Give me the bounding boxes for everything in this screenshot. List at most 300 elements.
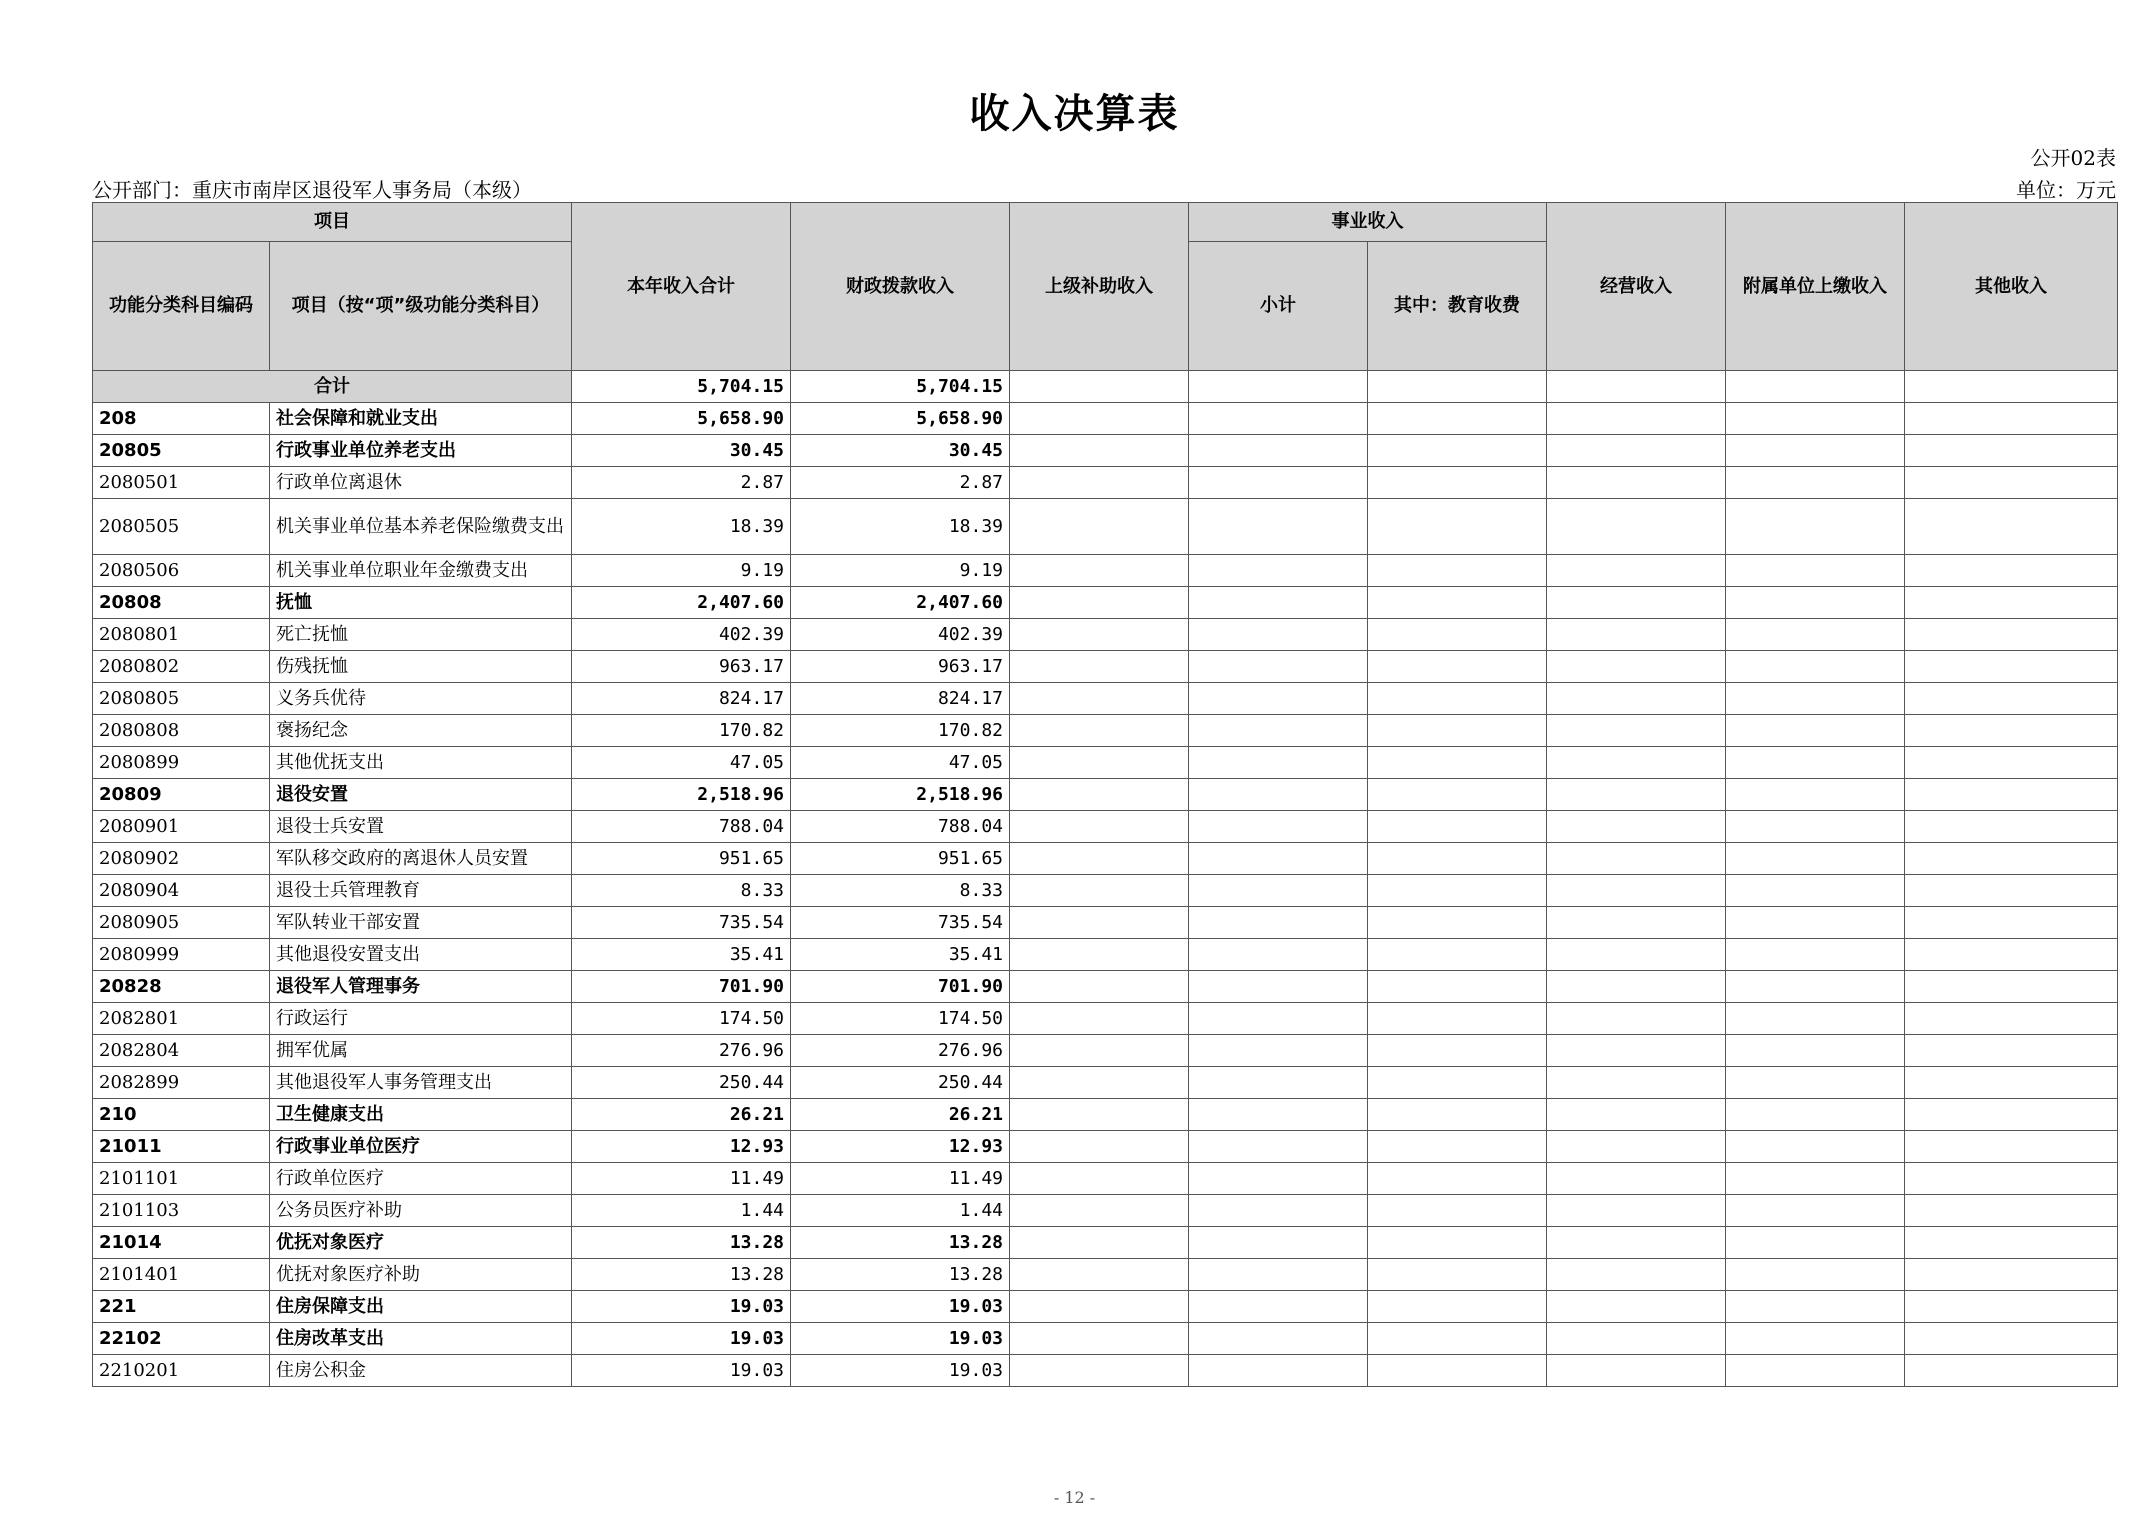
empty-cell	[1189, 403, 1368, 435]
empty-cell	[1010, 907, 1189, 939]
empty-cell	[1189, 907, 1368, 939]
empty-cell	[1547, 1195, 1726, 1227]
empty-cell	[1547, 875, 1726, 907]
empty-cell	[1368, 1323, 1547, 1355]
total-sum: 5,704.15	[572, 371, 791, 403]
empty-cell	[1189, 371, 1368, 403]
table-row	[93, 1131, 2118, 1163]
form-number: 公开02表	[2030, 146, 2116, 170]
empty-cell	[1905, 1323, 2118, 1355]
empty-cell	[1726, 371, 1905, 403]
empty-cell	[1726, 1195, 1905, 1227]
empty-cell	[1368, 651, 1547, 683]
row-code: 2080902	[93, 843, 270, 875]
row-fiscal: 19.03	[791, 1291, 1010, 1323]
empty-cell	[1189, 1131, 1368, 1163]
empty-cell	[1010, 1099, 1189, 1131]
row-code: 21014	[93, 1227, 270, 1259]
empty-cell	[1726, 499, 1905, 555]
empty-cell	[1905, 779, 2118, 811]
empty-cell	[1189, 779, 1368, 811]
table-row	[93, 1323, 2118, 1355]
row-code: 2082804	[93, 1035, 270, 1067]
row-code: 2082801	[93, 1003, 270, 1035]
row-name: 公务员医疗补助	[270, 1195, 572, 1227]
row-code: 2082899	[93, 1067, 270, 1099]
row-code: 2080999	[93, 939, 270, 971]
empty-cell	[1547, 403, 1726, 435]
row-code: 2080904	[93, 875, 270, 907]
row-fiscal: 2,407.60	[791, 587, 1010, 619]
empty-cell	[1726, 1259, 1905, 1291]
header-name: 项目（按“项”级功能分类科目）	[270, 242, 572, 371]
table-row	[93, 467, 2118, 499]
empty-cell	[1010, 811, 1189, 843]
empty-cell	[1189, 1355, 1368, 1387]
row-name: 卫生健康支出	[270, 1099, 572, 1131]
row-code: 2080905	[93, 907, 270, 939]
row-total: 170.82	[572, 715, 791, 747]
unit-label: 单位：万元	[2016, 178, 2116, 202]
empty-cell	[1726, 587, 1905, 619]
row-code: 2080505	[93, 499, 270, 555]
header-superior: 上级补助收入	[1010, 203, 1189, 371]
empty-cell	[1905, 1035, 2118, 1067]
empty-cell	[1726, 875, 1905, 907]
row-name: 退役士兵管理教育	[270, 875, 572, 907]
table-row	[93, 971, 2118, 1003]
row-fiscal: 735.54	[791, 907, 1010, 939]
empty-cell	[1547, 683, 1726, 715]
empty-cell	[1189, 747, 1368, 779]
row-total: 963.17	[572, 651, 791, 683]
empty-cell	[1905, 403, 2118, 435]
row-total: 18.39	[572, 499, 791, 555]
empty-cell	[1726, 683, 1905, 715]
empty-cell	[1368, 555, 1547, 587]
row-fiscal: 35.41	[791, 939, 1010, 971]
empty-cell	[1726, 715, 1905, 747]
row-total: 2,518.96	[572, 779, 791, 811]
row-fiscal: 951.65	[791, 843, 1010, 875]
table-row	[93, 1067, 2118, 1099]
empty-cell	[1547, 371, 1726, 403]
row-name: 军队移交政府的离退休人员安置	[270, 843, 572, 875]
empty-cell	[1010, 1259, 1189, 1291]
row-fiscal: 8.33	[791, 875, 1010, 907]
table-row	[93, 1163, 2118, 1195]
total-label: 合计	[93, 371, 572, 403]
row-fiscal: 47.05	[791, 747, 1010, 779]
empty-cell	[1368, 499, 1547, 555]
empty-cell	[1547, 715, 1726, 747]
table-row	[93, 1291, 2118, 1323]
row-name: 住房保障支出	[270, 1291, 572, 1323]
row-code: 20808	[93, 587, 270, 619]
row-total: 26.21	[572, 1099, 791, 1131]
empty-cell	[1726, 1163, 1905, 1195]
empty-cell	[1010, 747, 1189, 779]
row-name: 抚恤	[270, 587, 572, 619]
empty-cell	[1905, 467, 2118, 499]
empty-cell	[1368, 1035, 1547, 1067]
header-affiliate: 附属单位上缴收入	[1726, 203, 1905, 371]
empty-cell	[1726, 1291, 1905, 1323]
empty-cell	[1368, 1291, 1547, 1323]
table-row	[93, 811, 2118, 843]
row-code: 2080801	[93, 619, 270, 651]
empty-cell	[1189, 1099, 1368, 1131]
empty-cell	[1547, 1323, 1726, 1355]
empty-cell	[1368, 1163, 1547, 1195]
header-education: 其中：教育收费	[1368, 242, 1547, 371]
empty-cell	[1905, 371, 2118, 403]
empty-cell	[1010, 1323, 1189, 1355]
empty-cell	[1368, 907, 1547, 939]
empty-cell	[1547, 555, 1726, 587]
row-name: 拥军优属	[270, 1035, 572, 1067]
empty-cell	[1010, 779, 1189, 811]
total-row	[93, 371, 2118, 403]
row-name: 退役士兵安置	[270, 811, 572, 843]
empty-cell	[1189, 715, 1368, 747]
empty-cell	[1010, 555, 1189, 587]
row-code: 2080808	[93, 715, 270, 747]
empty-cell	[1368, 587, 1547, 619]
header-fiscal: 财政拨款收入	[791, 203, 1010, 371]
row-fiscal: 701.90	[791, 971, 1010, 1003]
empty-cell	[1189, 1323, 1368, 1355]
row-fiscal: 276.96	[791, 1035, 1010, 1067]
row-name: 机关事业单位职业年金缴费支出	[270, 555, 572, 587]
table-row	[93, 875, 2118, 907]
empty-cell	[1189, 651, 1368, 683]
empty-cell	[1189, 1259, 1368, 1291]
row-name: 优抚对象医疗	[270, 1227, 572, 1259]
empty-cell	[1368, 843, 1547, 875]
row-code: 22102	[93, 1323, 270, 1355]
row-code: 2210201	[93, 1355, 270, 1387]
empty-cell	[1368, 1227, 1547, 1259]
empty-cell	[1547, 499, 1726, 555]
row-name: 行政单位离退休	[270, 467, 572, 499]
empty-cell	[1547, 1355, 1726, 1387]
row-name: 其他退役军人事务管理支出	[270, 1067, 572, 1099]
empty-cell	[1547, 1259, 1726, 1291]
empty-cell	[1726, 971, 1905, 1003]
empty-cell	[1726, 1323, 1905, 1355]
total-fiscal: 5,704.15	[791, 371, 1010, 403]
row-fiscal: 13.28	[791, 1227, 1010, 1259]
empty-cell	[1010, 619, 1189, 651]
empty-cell	[1010, 939, 1189, 971]
empty-cell	[1726, 403, 1905, 435]
empty-cell	[1547, 971, 1726, 1003]
empty-cell	[1905, 811, 2118, 843]
empty-cell	[1368, 939, 1547, 971]
empty-cell	[1368, 1259, 1547, 1291]
table-row	[93, 1227, 2118, 1259]
row-code: 20828	[93, 971, 270, 1003]
row-total: 402.39	[572, 619, 791, 651]
empty-cell	[1010, 1355, 1189, 1387]
row-fiscal: 5,658.90	[791, 403, 1010, 435]
income-table	[92, 202, 2118, 1387]
table-row	[93, 587, 2118, 619]
row-fiscal: 19.03	[791, 1355, 1010, 1387]
empty-cell	[1905, 1355, 2118, 1387]
page-number: - 12 -	[1053, 1488, 1096, 1507]
empty-cell	[1010, 1163, 1189, 1195]
row-fiscal: 174.50	[791, 1003, 1010, 1035]
row-name: 军队转业干部安置	[270, 907, 572, 939]
row-total: 9.19	[572, 555, 791, 587]
row-name: 住房公积金	[270, 1355, 572, 1387]
empty-cell	[1726, 1227, 1905, 1259]
row-total: 788.04	[572, 811, 791, 843]
row-total: 1.44	[572, 1195, 791, 1227]
table-row	[93, 779, 2118, 811]
empty-cell	[1726, 747, 1905, 779]
row-fiscal: 13.28	[791, 1259, 1010, 1291]
row-code: 21011	[93, 1131, 270, 1163]
empty-cell	[1547, 1163, 1726, 1195]
table-row	[93, 1035, 2118, 1067]
empty-cell	[1010, 971, 1189, 1003]
table-row	[93, 651, 2118, 683]
header-code: 功能分类科目编码	[93, 242, 270, 371]
empty-cell	[1010, 1291, 1189, 1323]
row-fiscal: 2,518.96	[791, 779, 1010, 811]
empty-cell	[1726, 1355, 1905, 1387]
row-total: 19.03	[572, 1323, 791, 1355]
row-code: 2101101	[93, 1163, 270, 1195]
row-fiscal: 402.39	[791, 619, 1010, 651]
empty-cell	[1547, 1131, 1726, 1163]
empty-cell	[1010, 715, 1189, 747]
table-row	[93, 939, 2118, 971]
empty-cell	[1368, 811, 1547, 843]
row-fiscal: 170.82	[791, 715, 1010, 747]
empty-cell	[1189, 587, 1368, 619]
empty-cell	[1905, 1227, 2118, 1259]
table-row	[93, 619, 2118, 651]
empty-cell	[1905, 1195, 2118, 1227]
table-row	[93, 1259, 2118, 1291]
row-total: 19.03	[572, 1291, 791, 1323]
empty-cell	[1368, 875, 1547, 907]
empty-cell	[1010, 435, 1189, 467]
empty-cell	[1368, 779, 1547, 811]
row-total: 12.93	[572, 1131, 791, 1163]
empty-cell	[1368, 371, 1547, 403]
row-total: 735.54	[572, 907, 791, 939]
header-operating: 经营收入	[1547, 203, 1726, 371]
empty-cell	[1726, 939, 1905, 971]
empty-cell	[1189, 971, 1368, 1003]
empty-cell	[1189, 1067, 1368, 1099]
empty-cell	[1189, 467, 1368, 499]
empty-cell	[1547, 1067, 1726, 1099]
empty-cell	[1010, 403, 1189, 435]
empty-cell	[1726, 1067, 1905, 1099]
empty-cell	[1368, 1067, 1547, 1099]
empty-cell	[1905, 683, 2118, 715]
empty-cell	[1189, 843, 1368, 875]
empty-cell	[1726, 811, 1905, 843]
empty-cell	[1010, 499, 1189, 555]
row-total: 174.50	[572, 1003, 791, 1035]
empty-cell	[1547, 587, 1726, 619]
empty-cell	[1905, 843, 2118, 875]
table-row	[93, 1003, 2118, 1035]
row-code: 2080501	[93, 467, 270, 499]
empty-cell	[1368, 1195, 1547, 1227]
row-total: 824.17	[572, 683, 791, 715]
empty-cell	[1547, 619, 1726, 651]
empty-cell	[1189, 435, 1368, 467]
empty-cell	[1010, 1003, 1189, 1035]
row-name: 死亡抚恤	[270, 619, 572, 651]
row-code: 210	[93, 1099, 270, 1131]
empty-cell	[1726, 651, 1905, 683]
empty-cell	[1905, 875, 2118, 907]
row-fiscal: 26.21	[791, 1099, 1010, 1131]
row-code: 2080901	[93, 811, 270, 843]
header-other: 其他收入	[1905, 203, 2118, 371]
empty-cell	[1726, 1035, 1905, 1067]
empty-cell	[1010, 1035, 1189, 1067]
empty-cell	[1368, 435, 1547, 467]
table-row	[93, 1195, 2118, 1227]
department-label: 公开部门：重庆市南岸区退役军人事务局（本级）	[92, 178, 532, 202]
row-total: 951.65	[572, 843, 791, 875]
empty-cell	[1905, 651, 2118, 683]
empty-cell	[1726, 1003, 1905, 1035]
empty-cell	[1726, 555, 1905, 587]
table-row	[93, 403, 2118, 435]
row-name: 退役安置	[270, 779, 572, 811]
row-total: 5,658.90	[572, 403, 791, 435]
row-name: 义务兵优待	[270, 683, 572, 715]
row-total: 250.44	[572, 1067, 791, 1099]
empty-cell	[1189, 683, 1368, 715]
row-fiscal: 1.44	[791, 1195, 1010, 1227]
empty-cell	[1189, 811, 1368, 843]
row-code: 2080899	[93, 747, 270, 779]
empty-cell	[1905, 1067, 2118, 1099]
empty-cell	[1368, 1131, 1547, 1163]
header-total: 本年收入合计	[572, 203, 791, 371]
empty-cell	[1547, 907, 1726, 939]
table-row	[93, 715, 2118, 747]
empty-cell	[1547, 1003, 1726, 1035]
table-row	[93, 1355, 2118, 1387]
empty-cell	[1905, 747, 2118, 779]
row-fiscal: 30.45	[791, 435, 1010, 467]
row-code: 2080805	[93, 683, 270, 715]
empty-cell	[1547, 1035, 1726, 1067]
empty-cell	[1547, 435, 1726, 467]
empty-cell	[1189, 1035, 1368, 1067]
empty-cell	[1368, 747, 1547, 779]
row-total: 47.05	[572, 747, 791, 779]
row-fiscal: 11.49	[791, 1163, 1010, 1195]
row-total: 30.45	[572, 435, 791, 467]
row-code: 2101401	[93, 1259, 270, 1291]
empty-cell	[1010, 843, 1189, 875]
row-name: 行政事业单位医疗	[270, 1131, 572, 1163]
empty-cell	[1010, 1067, 1189, 1099]
empty-cell	[1368, 467, 1547, 499]
empty-cell	[1368, 1355, 1547, 1387]
row-code: 221	[93, 1291, 270, 1323]
row-total: 2,407.60	[572, 587, 791, 619]
empty-cell	[1726, 1099, 1905, 1131]
empty-cell	[1726, 779, 1905, 811]
row-total: 8.33	[572, 875, 791, 907]
empty-cell	[1010, 1195, 1189, 1227]
empty-cell	[1726, 435, 1905, 467]
empty-cell	[1905, 1259, 2118, 1291]
table-row	[93, 435, 2118, 467]
empty-cell	[1726, 1131, 1905, 1163]
row-fiscal: 963.17	[791, 651, 1010, 683]
empty-cell	[1547, 1227, 1726, 1259]
empty-cell	[1368, 403, 1547, 435]
empty-cell	[1905, 435, 2118, 467]
empty-cell	[1189, 619, 1368, 651]
row-code: 20809	[93, 779, 270, 811]
row-total: 11.49	[572, 1163, 791, 1195]
row-name: 其他优抚支出	[270, 747, 572, 779]
row-total: 13.28	[572, 1259, 791, 1291]
row-total: 276.96	[572, 1035, 791, 1067]
empty-cell	[1905, 907, 2118, 939]
empty-cell	[1547, 1099, 1726, 1131]
table-row	[93, 843, 2118, 875]
empty-cell	[1368, 971, 1547, 1003]
table-row	[93, 1099, 2118, 1131]
row-name: 行政事业单位养老支出	[270, 435, 572, 467]
row-fiscal: 824.17	[791, 683, 1010, 715]
empty-cell	[1905, 1003, 2118, 1035]
row-fiscal: 9.19	[791, 555, 1010, 587]
row-name: 行政运行	[270, 1003, 572, 1035]
empty-cell	[1905, 1291, 2118, 1323]
row-total: 35.41	[572, 939, 791, 971]
empty-cell	[1189, 1003, 1368, 1035]
empty-cell	[1547, 843, 1726, 875]
row-fiscal: 19.03	[791, 1323, 1010, 1355]
empty-cell	[1368, 619, 1547, 651]
empty-cell	[1726, 619, 1905, 651]
header-item: 项目	[93, 203, 572, 242]
row-name: 退役军人管理事务	[270, 971, 572, 1003]
row-name: 机关事业单位基本养老保险缴费支出	[270, 499, 572, 555]
empty-cell	[1726, 843, 1905, 875]
empty-cell	[1905, 619, 2118, 651]
row-total: 13.28	[572, 1227, 791, 1259]
empty-cell	[1547, 811, 1726, 843]
empty-cell	[1547, 747, 1726, 779]
empty-cell	[1547, 467, 1726, 499]
empty-cell	[1189, 1195, 1368, 1227]
row-fiscal: 2.87	[791, 467, 1010, 499]
empty-cell	[1905, 1163, 2118, 1195]
empty-cell	[1905, 587, 2118, 619]
empty-cell	[1905, 555, 2118, 587]
